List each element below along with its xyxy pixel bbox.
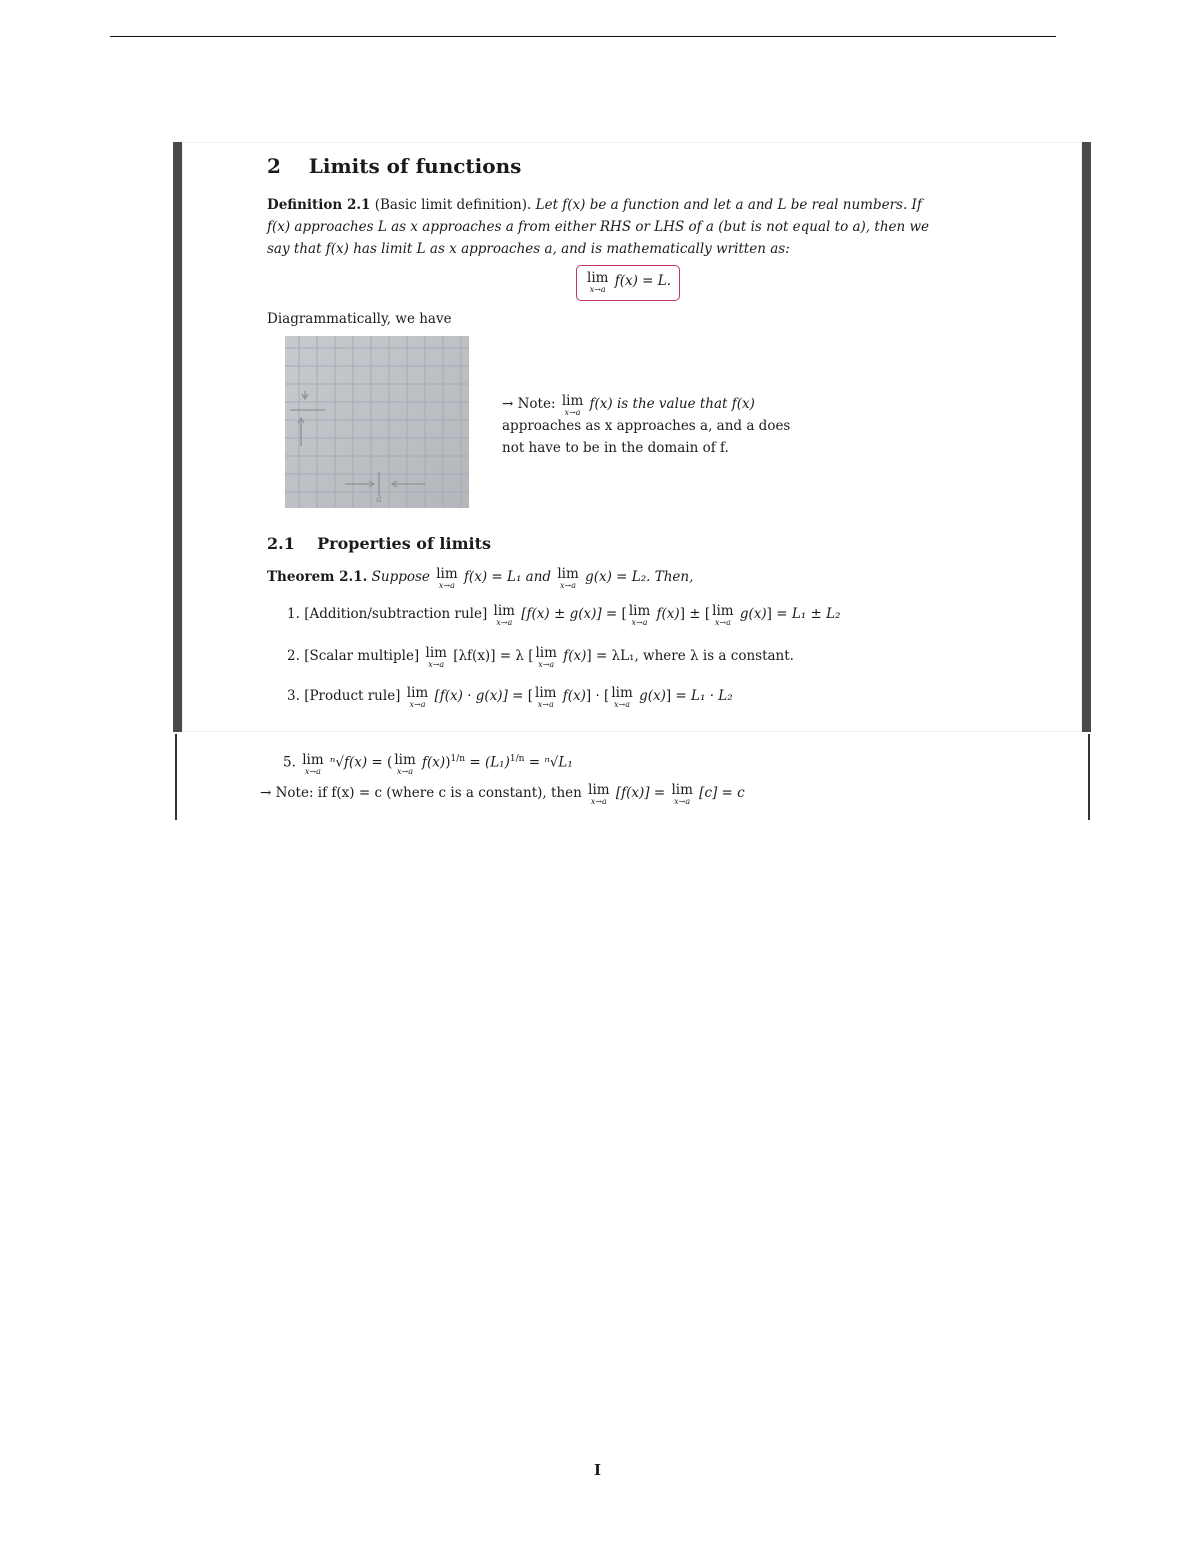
right-scan-border	[1082, 142, 1091, 732]
boxed-limit-formula	[576, 265, 680, 301]
note-constant: → Note: if f(x) = c (where c is a constant), then lim x→a [f(x)] = lim x→a [c] = c	[260, 782, 745, 806]
lim-operator: lim x→a	[425, 645, 447, 669]
header-rule	[110, 36, 1056, 37]
subsection-title: Properties of limits	[317, 534, 491, 553]
lim-operator: lim x→a	[561, 393, 584, 417]
lim-operator: lim x→a	[302, 751, 324, 776]
lim-operator: lim x→a	[436, 566, 458, 590]
definition-label: Definition 2.1	[267, 197, 371, 213]
lim-operator: lim x→a	[394, 751, 416, 776]
definition-text-1: Let f(x) be a function and let a and L be real numbers. If	[535, 197, 922, 213]
definition-line-1	[267, 194, 922, 216]
list-item: 2. [Scalar multiple] lim x→a [λf(x)] = λ [ lim x→a f(x)] = λL₁, where λ is a constant.	[287, 645, 794, 669]
formula-body: f(x) = L.	[614, 273, 672, 289]
section-heading	[267, 154, 521, 178]
lim-operator: lim x→a	[535, 685, 557, 709]
subsection-number: 2.1	[267, 534, 295, 553]
lim-operator: lim x→a	[611, 685, 633, 709]
definition-line-2: f(x) approaches L as x approaches a from either RHS or LHS of a (but is not equal to a), then we	[267, 219, 930, 235]
lim-operator: lim x→a	[406, 685, 429, 709]
page-number: I	[594, 1461, 602, 1479]
diagram-tick-label: a	[376, 494, 382, 505]
diagram-intro: Diagrammatically, we have	[267, 311, 452, 327]
definition-name: (Basic limit definition).	[374, 197, 532, 213]
right-page-edge	[1088, 734, 1090, 820]
lim-operator: lim x→a	[628, 603, 651, 627]
lim-operator: lim x→a	[671, 782, 693, 806]
lim-operator: lim x→a	[557, 566, 579, 590]
arrow-icon: →	[502, 396, 514, 412]
lim-operator: lim x→a	[587, 270, 609, 294]
list-item: 5. lim x→a ⁿ√f(x) = ( lim x→a $f(x))^{1/n} = (L_1)^{1/n} = ^n√L_1$	[283, 751, 573, 776]
lim-operator: lim x→a	[712, 603, 734, 627]
section-title: Limits of functions	[308, 154, 522, 178]
graph-paper-diagram	[285, 336, 469, 508]
note-line-2: approaches as x approaches a, and a does	[502, 418, 791, 434]
diagram-photo	[285, 336, 469, 508]
list-item: 3. [Product rule] lim x→a [f(x) · g(x)] = [ lim x→a f(x)] · [ lim x→a g(x)] = L₁ · L₂	[287, 685, 733, 709]
theorem-label: Theorem 2.1.	[267, 569, 368, 585]
lim-operator: lim x→a	[493, 603, 515, 627]
left-scan-border	[173, 142, 182, 732]
lim-operator: lim x→a	[588, 782, 610, 806]
subsection-heading	[267, 534, 491, 553]
left-page-edge	[175, 734, 177, 820]
lim-operator: lim x→a	[535, 645, 557, 669]
list-item: 1. [Addition/subtraction rule] lim x→a [f(x) ± g(x)] = [ lim x→a f(x)] ± [ lim x→a g(x)] = L₁ ± L₂	[287, 603, 841, 627]
note-line-1: → Note: lim x→a f(x) is the value that f(x)	[502, 393, 755, 417]
definition-line-3: say that f(x) has limit L as x approaches a, and is mathematically written as:	[267, 241, 790, 257]
note-line-3: not have to be in the domain of f.	[502, 440, 729, 456]
section-number: 2	[267, 154, 281, 178]
theorem-statement: Theorem 2.1. Suppose lim x→a f(x) = L₁ and lim x→a g(x) = L₂. Then,	[267, 566, 694, 590]
